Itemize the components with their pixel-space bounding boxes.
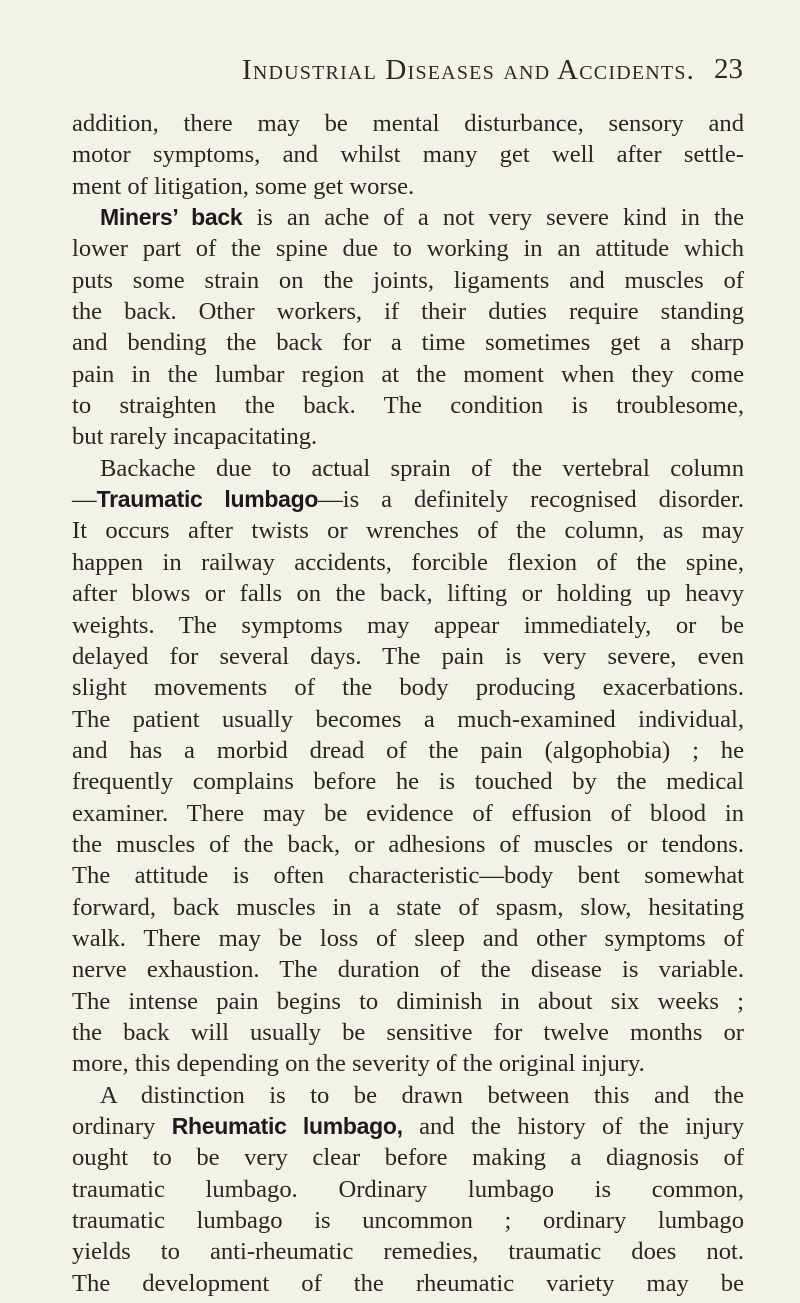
text-line: forward, back muscles in a state of spasm, slow, hesitating xyxy=(72,893,744,921)
text-line: ment of litigation, some get worse. xyxy=(72,172,415,200)
text-line: delayed for several days. The pain is very severe, even xyxy=(72,642,744,670)
text-line: the back will usually be sensitive for twelve months or xyxy=(72,1018,744,1046)
text-line: after blows or falls on the back, lifting or holding up heavy xyxy=(72,580,744,608)
text-line: pain in the lumbar region at the moment when they come xyxy=(72,360,744,388)
text-line: puts some strain on the joints, ligaments and muscles of xyxy=(72,266,744,294)
text-line: nerve exhaustion. The duration of the disease is variable. xyxy=(72,956,744,984)
text-line: yields to anti-rheumatic remedies, traumatic does not. xyxy=(72,1238,744,1266)
text-line: weights. The symptoms may appear immediately, or be xyxy=(72,611,744,639)
term-miners-back: Miners’ back xyxy=(100,204,243,231)
text-line: It occurs after twists or wrenches of the column, as may xyxy=(72,517,744,545)
text-line: Miners’ back is an ache of a not very severe kind in the xyxy=(100,204,745,232)
text-line: and bending the back for a time sometimes get a sharp xyxy=(72,329,744,357)
text-line: frequently complains before he is touched by the medical xyxy=(72,768,744,796)
text-line: more, this depending on the severity of the original injury. xyxy=(72,1050,645,1078)
page-number: 23 xyxy=(714,53,743,85)
text-line: walk. There may be loss of sleep and other symptoms of xyxy=(72,924,744,952)
text-line: The intense pain begins to diminish in about six weeks ; xyxy=(72,987,744,1015)
text-line: to straighten the back. The condition is troublesome, xyxy=(72,392,744,420)
term-traumatic-lumbago: Traumatic lumbago xyxy=(96,486,319,513)
term-rheumatic-lumbago: Rheumatic lumbago, xyxy=(171,1113,403,1139)
text-line: Backache due to actual sprain of the vertebral column xyxy=(100,454,744,482)
text-line: ordinary Rheumatic lumbago, and the history of the injury xyxy=(72,1113,745,1140)
text-line: ought to be very clear before making a diagnosis of xyxy=(72,1144,744,1172)
text-line: and has a morbid dread of the pain (algophobia) ; he xyxy=(72,736,744,764)
text-line: happen in railway accidents, forcible flexion of the spine, xyxy=(72,548,744,576)
text-line: slight movements of the body producing exacerbations. xyxy=(72,674,744,702)
text-line: The development of the rheumatic variety may be xyxy=(72,1269,744,1297)
running-header-title: Industrial Diseases and Accidents. xyxy=(242,54,696,86)
text-line: —Traumatic lumbago—is a definitely recognised disorder. xyxy=(72,486,744,514)
text-line: addition, there may be mental disturbance, sensory and xyxy=(72,110,744,137)
text-line: but rarely incapacitating. xyxy=(72,423,318,451)
text-line: the back. Other workers, if their duties require standing xyxy=(72,298,744,326)
text-line: lower part of the spine due to working in an attitude which xyxy=(72,235,744,263)
text-line: traumatic lumbago is uncommon ; ordinary lumbago xyxy=(72,1207,744,1235)
body-text xyxy=(72,108,744,1299)
text-line: examiner. There may be evidence of effusion of blood in xyxy=(72,799,744,827)
text-line: traumatic lumbago. Ordinary lumbago is common, xyxy=(72,1175,744,1203)
text-line: The patient usually becomes a much-examined individual, xyxy=(72,705,744,733)
text-line: the muscles of the back, or adhesions of muscles or tendons. xyxy=(72,830,744,858)
text-line: The attitude is often characteristic—body bent somewhat xyxy=(72,862,744,890)
text-line: A distinction is to be drawn between this and the xyxy=(100,1081,744,1109)
text-line: motor symptoms, and whilst many get well after settle- xyxy=(72,141,744,169)
